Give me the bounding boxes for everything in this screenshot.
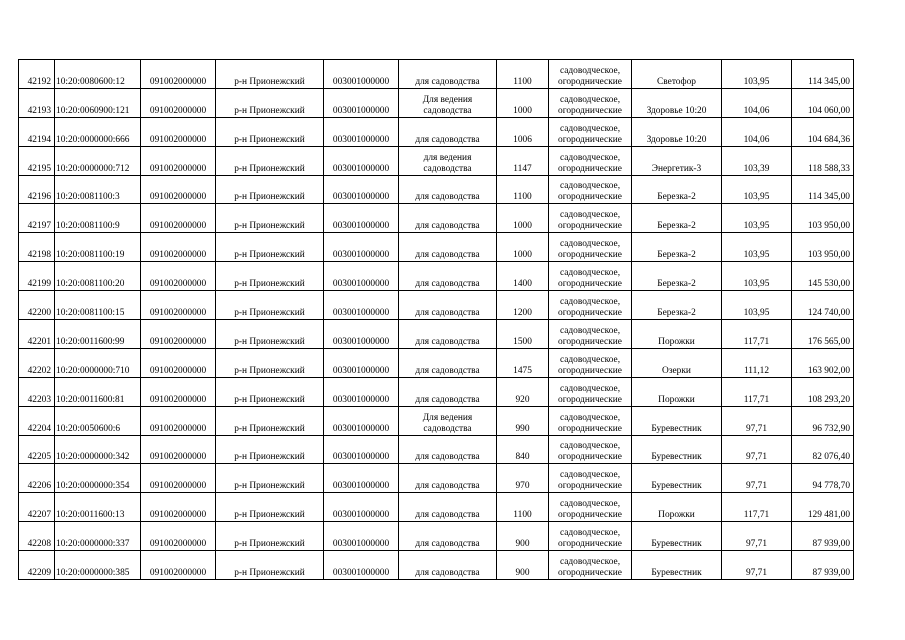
okato-code-cell: 091002000000 — [141, 320, 216, 349]
category-cell: садоводческое, огороднические — [549, 406, 632, 435]
permitted-use-cell: для садоводства — [399, 204, 497, 233]
cadastral-number-cell: 10:20:0000000:342 — [55, 435, 141, 464]
specific-value-cell: 103,95 — [722, 175, 792, 204]
district-cell: р-н Прионежский — [216, 204, 324, 233]
territory-code-cell: 003001000000 — [324, 291, 399, 320]
category-cell: садоводческое, огороднические — [549, 60, 632, 89]
table-row — [19, 88, 854, 117]
cadastral-value-cell: 103 950,00 — [792, 204, 854, 233]
okato-code-cell: 091002000000 — [141, 435, 216, 464]
category-cell: садоводческое, огороднические — [549, 233, 632, 262]
category-cell: садоводческое, огороднические — [549, 435, 632, 464]
permitted-use-cell: для садоводства — [399, 117, 497, 146]
district-cell: р-н Прионежский — [216, 522, 324, 551]
permitted-use-cell: для садоводства — [399, 435, 497, 464]
territory-code-cell: 003001000000 — [324, 406, 399, 435]
partnership-name-cell: Березка-2 — [632, 262, 722, 291]
cadastral-number-cell: 10:20:0011600:99 — [55, 320, 141, 349]
cadastral-value-cell: 118 588,33 — [792, 146, 854, 175]
cadastral-number-cell: 10:20:0081100:19 — [55, 233, 141, 262]
row-number-cell: 42208 — [19, 522, 55, 551]
table-row — [19, 522, 854, 551]
district-cell: р-н Прионежский — [216, 493, 324, 522]
okato-code-cell: 091002000000 — [141, 522, 216, 551]
cadastral-value-cell: 94 778,70 — [792, 464, 854, 493]
partnership-name-cell: Буревестник — [632, 464, 722, 493]
area-cell: 1000 — [497, 88, 549, 117]
territory-code-cell: 003001000000 — [324, 464, 399, 493]
row-number-cell: 42198 — [19, 233, 55, 262]
specific-value-cell: 97,71 — [722, 435, 792, 464]
category-cell: садоводческое, огороднические — [549, 146, 632, 175]
row-number-cell: 42205 — [19, 435, 55, 464]
permitted-use-cell: для садоводства — [399, 175, 497, 204]
table-row — [19, 320, 854, 349]
okato-code-cell: 091002000000 — [141, 175, 216, 204]
category-cell: садоводческое, огороднические — [549, 262, 632, 291]
cadastral-number-cell: 10:20:0000000:337 — [55, 522, 141, 551]
district-cell: р-н Прионежский — [216, 60, 324, 89]
area-cell: 1100 — [497, 175, 549, 204]
partnership-name-cell: Буревестник — [632, 522, 722, 551]
okato-code-cell: 091002000000 — [141, 88, 216, 117]
cadastral-number-cell: 10:20:0000000:354 — [55, 464, 141, 493]
specific-value-cell: 104,06 — [722, 117, 792, 146]
territory-code-cell: 003001000000 — [324, 204, 399, 233]
table-row — [19, 204, 854, 233]
okato-code-cell: 091002000000 — [141, 377, 216, 406]
district-cell: р-н Прионежский — [216, 146, 324, 175]
area-cell: 1500 — [497, 320, 549, 349]
permitted-use-cell: для ведения садоводства — [399, 146, 497, 175]
territory-code-cell: 003001000000 — [324, 60, 399, 89]
cadastral-number-cell: 10:20:0050600:6 — [55, 406, 141, 435]
table-row — [19, 233, 854, 262]
category-cell: садоводческое, огороднические — [549, 175, 632, 204]
row-number-cell: 42200 — [19, 291, 55, 320]
cadastral-number-cell: 10:20:0081100:15 — [55, 291, 141, 320]
territory-code-cell: 003001000000 — [324, 522, 399, 551]
specific-value-cell: 117,71 — [722, 377, 792, 406]
okato-code-cell: 091002000000 — [141, 551, 216, 580]
district-cell: р-н Прионежский — [216, 348, 324, 377]
permitted-use-cell: для садоводства — [399, 60, 497, 89]
specific-value-cell: 97,71 — [722, 551, 792, 580]
okato-code-cell: 091002000000 — [141, 146, 216, 175]
territory-code-cell: 003001000000 — [324, 88, 399, 117]
partnership-name-cell: Буревестник — [632, 435, 722, 464]
area-cell: 1200 — [497, 291, 549, 320]
cadastral-value-cell: 96 732,90 — [792, 406, 854, 435]
cadastral-value-cell: 103 950,00 — [792, 233, 854, 262]
territory-code-cell: 003001000000 — [324, 551, 399, 580]
table-row — [19, 262, 854, 291]
okato-code-cell: 091002000000 — [141, 406, 216, 435]
table-row — [19, 406, 854, 435]
cadastral-number-cell: 10:20:0000000:666 — [55, 117, 141, 146]
cadastral-value-cell: 108 293,20 — [792, 377, 854, 406]
district-cell: р-н Прионежский — [216, 291, 324, 320]
area-cell: 900 — [497, 551, 549, 580]
partnership-name-cell: Порожки — [632, 493, 722, 522]
specific-value-cell: 103,95 — [722, 60, 792, 89]
table-row — [19, 551, 854, 580]
category-cell: садоводческое, огороднические — [549, 493, 632, 522]
area-cell: 900 — [497, 522, 549, 551]
row-number-cell: 42194 — [19, 117, 55, 146]
area-cell: 920 — [497, 377, 549, 406]
specific-value-cell: 117,71 — [722, 493, 792, 522]
permitted-use-cell: для садоводства — [399, 377, 497, 406]
specific-value-cell: 103,95 — [722, 262, 792, 291]
category-cell: садоводческое, огороднические — [549, 320, 632, 349]
table-row — [19, 435, 854, 464]
territory-code-cell: 003001000000 — [324, 262, 399, 291]
permitted-use-cell: для садоводства — [399, 464, 497, 493]
okato-code-cell: 091002000000 — [141, 233, 216, 262]
row-number-cell: 42204 — [19, 406, 55, 435]
area-cell: 990 — [497, 406, 549, 435]
district-cell: р-н Прионежский — [216, 551, 324, 580]
table-row — [19, 291, 854, 320]
okato-code-cell: 091002000000 — [141, 464, 216, 493]
district-cell: р-н Прионежский — [216, 406, 324, 435]
permitted-use-cell: для садоводства — [399, 291, 497, 320]
partnership-name-cell: Березка-2 — [632, 175, 722, 204]
row-number-cell: 42195 — [19, 146, 55, 175]
row-number-cell: 42201 — [19, 320, 55, 349]
category-cell: садоводческое, огороднические — [549, 117, 632, 146]
specific-value-cell: 97,71 — [722, 464, 792, 493]
cadastral-value-cell: 87 939,00 — [792, 522, 854, 551]
territory-code-cell: 003001000000 — [324, 175, 399, 204]
cadastral-value-cell: 129 481,00 — [792, 493, 854, 522]
specific-value-cell: 97,71 — [722, 406, 792, 435]
row-number-cell: 42196 — [19, 175, 55, 204]
permitted-use-cell: для садоводства — [399, 493, 497, 522]
table-row — [19, 60, 854, 89]
partnership-name-cell: Буревестник — [632, 551, 722, 580]
category-cell: садоводческое, огороднические — [549, 204, 632, 233]
area-cell: 1100 — [497, 60, 549, 89]
okato-code-cell: 091002000000 — [141, 291, 216, 320]
okato-code-cell: 091002000000 — [141, 493, 216, 522]
specific-value-cell: 104,06 — [722, 88, 792, 117]
territory-code-cell: 003001000000 — [324, 320, 399, 349]
specific-value-cell: 103,39 — [722, 146, 792, 175]
area-cell: 1000 — [497, 204, 549, 233]
table-row — [19, 464, 854, 493]
row-number-cell: 42209 — [19, 551, 55, 580]
area-cell: 840 — [497, 435, 549, 464]
district-cell: р-н Прионежский — [216, 464, 324, 493]
permitted-use-cell: для садоводства — [399, 262, 497, 291]
district-cell: р-н Прионежский — [216, 435, 324, 464]
district-cell: р-н Прионежский — [216, 320, 324, 349]
permitted-use-cell: для садоводства — [399, 233, 497, 262]
cadastral-number-cell: 10:20:0081100:9 — [55, 204, 141, 233]
table-row — [19, 117, 854, 146]
district-cell: р-н Прионежский — [216, 233, 324, 262]
area-cell: 1475 — [497, 348, 549, 377]
area-cell: 1100 — [497, 493, 549, 522]
specific-value-cell: 97,71 — [722, 522, 792, 551]
partnership-name-cell: Энергетик-3 — [632, 146, 722, 175]
permitted-use-cell: Для ведения садоводства — [399, 406, 497, 435]
permitted-use-cell: для садоводства — [399, 551, 497, 580]
permitted-use-cell: для садоводства — [399, 348, 497, 377]
area-cell: 1147 — [497, 146, 549, 175]
row-number-cell: 42206 — [19, 464, 55, 493]
land-plots-table — [18, 59, 854, 580]
cadastral-value-cell: 124 740,00 — [792, 291, 854, 320]
specific-value-cell: 117,71 — [722, 320, 792, 349]
territory-code-cell: 003001000000 — [324, 348, 399, 377]
territory-code-cell: 003001000000 — [324, 146, 399, 175]
row-number-cell: 42197 — [19, 204, 55, 233]
category-cell: садоводческое, огороднические — [549, 464, 632, 493]
partnership-name-cell: Светофор — [632, 60, 722, 89]
cadastral-number-cell: 10:20:0081100:3 — [55, 175, 141, 204]
cadastral-value-cell: 82 076,40 — [792, 435, 854, 464]
category-cell: садоводческое, огороднические — [549, 377, 632, 406]
specific-value-cell: 103,95 — [722, 291, 792, 320]
territory-code-cell: 003001000000 — [324, 493, 399, 522]
cadastral-value-cell: 163 902,00 — [792, 348, 854, 377]
cadastral-number-cell: 10:20:0011600:13 — [55, 493, 141, 522]
category-cell: садоводческое, огороднические — [549, 348, 632, 377]
specific-value-cell: 103,95 — [722, 233, 792, 262]
area-cell: 1000 — [497, 233, 549, 262]
partnership-name-cell: Порожки — [632, 320, 722, 349]
district-cell: р-н Прионежский — [216, 117, 324, 146]
row-number-cell: 42207 — [19, 493, 55, 522]
area-cell: 1400 — [497, 262, 549, 291]
row-number-cell: 42199 — [19, 262, 55, 291]
cadastral-value-cell: 176 565,00 — [792, 320, 854, 349]
category-cell: садоводческое, огороднические — [549, 522, 632, 551]
territory-code-cell: 003001000000 — [324, 117, 399, 146]
area-cell: 970 — [497, 464, 549, 493]
partnership-name-cell: Порожки — [632, 377, 722, 406]
partnership-name-cell: Здоровье 10:20 — [632, 117, 722, 146]
table-body — [19, 60, 854, 580]
cadastral-value-cell: 104 684,36 — [792, 117, 854, 146]
table-row — [19, 146, 854, 175]
cadastral-number-cell: 10:20:0000000:710 — [55, 348, 141, 377]
district-cell: р-н Прионежский — [216, 88, 324, 117]
row-number-cell: 42193 — [19, 88, 55, 117]
row-number-cell: 42192 — [19, 60, 55, 89]
row-number-cell: 42203 — [19, 377, 55, 406]
district-cell: р-н Прионежский — [216, 175, 324, 204]
partnership-name-cell: Березка-2 — [632, 291, 722, 320]
cadastral-number-cell: 10:20:0081100:20 — [55, 262, 141, 291]
cadastral-value-cell: 114 345,00 — [792, 175, 854, 204]
okato-code-cell: 091002000000 — [141, 348, 216, 377]
cadastral-number-cell: 10:20:0060900:121 — [55, 88, 141, 117]
partnership-name-cell: Березка-2 — [632, 204, 722, 233]
cadastral-value-cell: 87 939,00 — [792, 551, 854, 580]
cadastral-number-cell: 10:20:0000000:385 — [55, 551, 141, 580]
partnership-name-cell: Здоровье 10:20 — [632, 88, 722, 117]
territory-code-cell: 003001000000 — [324, 377, 399, 406]
cadastral-value-cell: 114 345,00 — [792, 60, 854, 89]
specific-value-cell: 103,95 — [722, 204, 792, 233]
row-number-cell: 42202 — [19, 348, 55, 377]
okato-code-cell: 091002000000 — [141, 60, 216, 89]
partnership-name-cell: Березка-2 — [632, 233, 722, 262]
permitted-use-cell: Для ведения садоводства — [399, 88, 497, 117]
table-row — [19, 348, 854, 377]
table-row — [19, 493, 854, 522]
cadastral-value-cell: 145 530,00 — [792, 262, 854, 291]
specific-value-cell: 111,12 — [722, 348, 792, 377]
territory-code-cell: 003001000000 — [324, 233, 399, 262]
district-cell: р-н Прионежский — [216, 377, 324, 406]
okato-code-cell: 091002000000 — [141, 262, 216, 291]
cadastral-number-cell: 10:20:0000000:712 — [55, 146, 141, 175]
cadastral-value-cell: 104 060,00 — [792, 88, 854, 117]
okato-code-cell: 091002000000 — [141, 204, 216, 233]
table-row — [19, 175, 854, 204]
okato-code-cell: 091002000000 — [141, 117, 216, 146]
cadastral-number-cell: 10:20:0080600:12 — [55, 60, 141, 89]
territory-code-cell: 003001000000 — [324, 435, 399, 464]
permitted-use-cell: для садоводства — [399, 320, 497, 349]
cadastral-number-cell: 10:20:0011600:81 — [55, 377, 141, 406]
category-cell: садоводческое, огороднические — [549, 291, 632, 320]
area-cell: 1006 — [497, 117, 549, 146]
permitted-use-cell: для садоводства — [399, 522, 497, 551]
district-cell: р-н Прионежский — [216, 262, 324, 291]
table-row — [19, 377, 854, 406]
partnership-name-cell: Буревестник — [632, 406, 722, 435]
category-cell: садоводческое, огороднические — [549, 551, 632, 580]
category-cell: садоводческое, огороднические — [549, 88, 632, 117]
partnership-name-cell: Озерки — [632, 348, 722, 377]
